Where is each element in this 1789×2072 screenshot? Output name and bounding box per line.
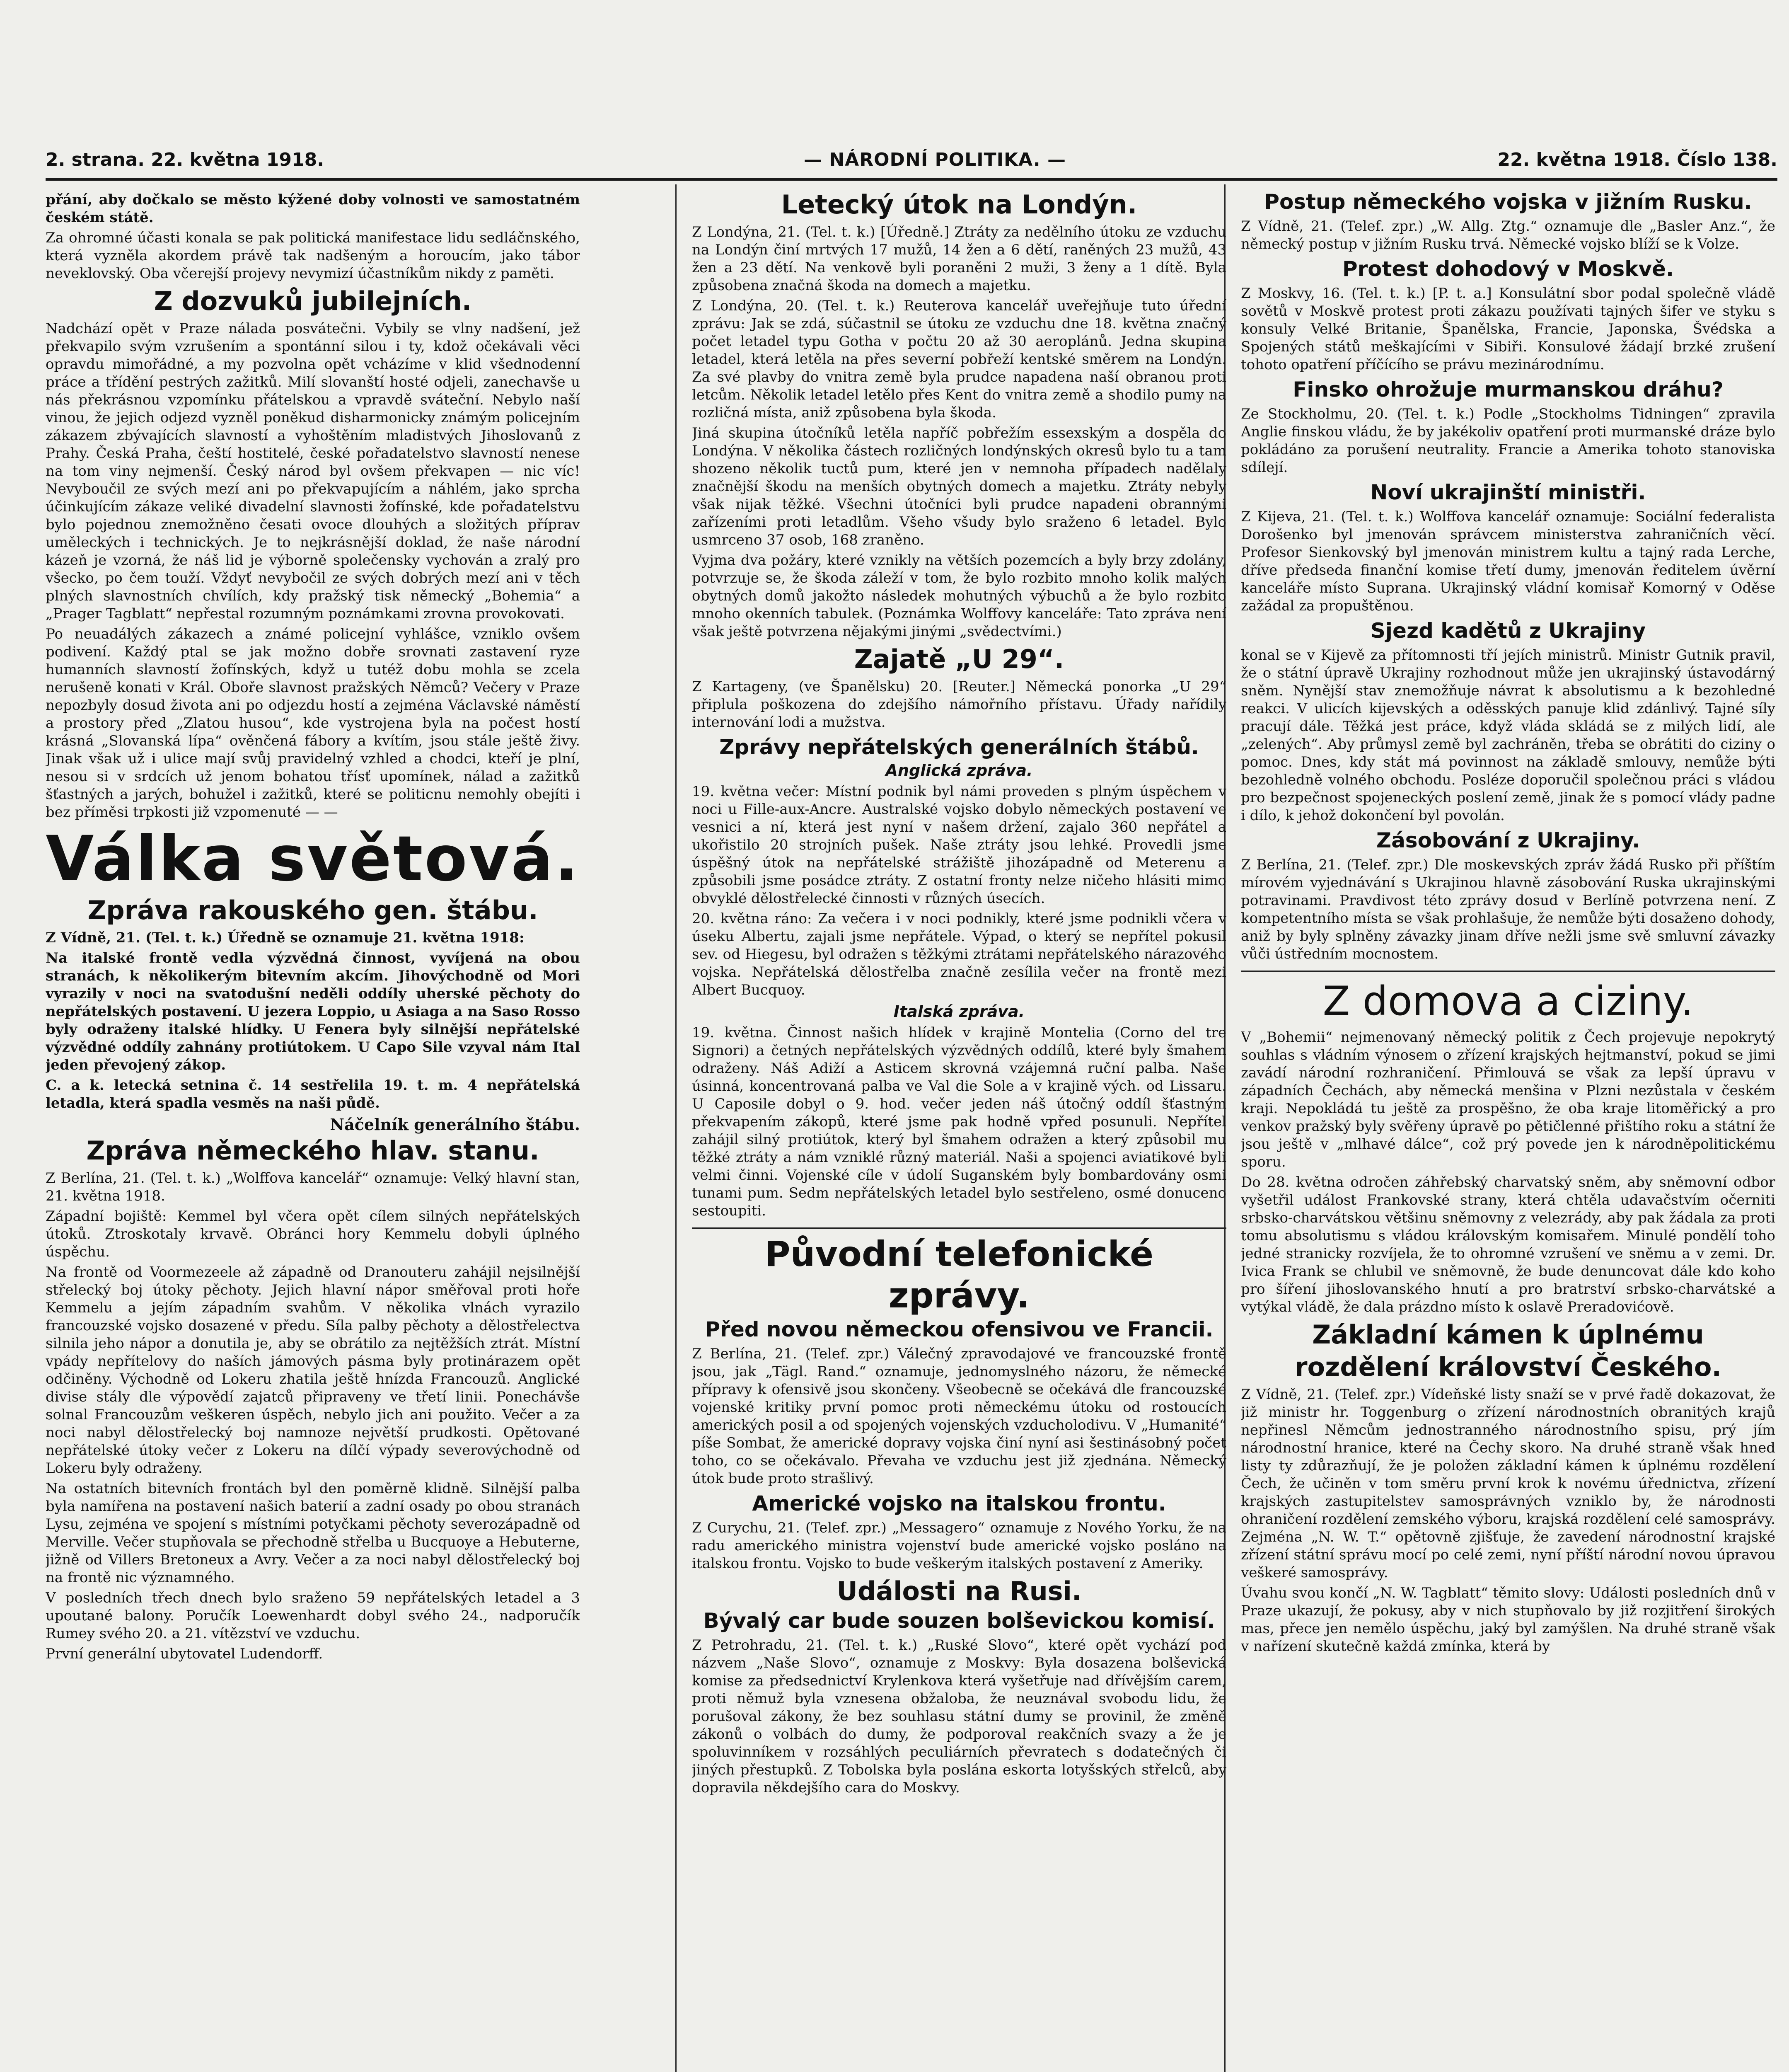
article-paragraph: Z Petrohradu, 21. (Tel. t. k.) „Ruské Slovo“, které opět vychází pod názvem „Naše Slovo“, oznamuje z Moskvy: Byla dosazena bolševická komise za předsednictví Krylenkova která vyšetřuje nad dřívějším carem, proti němuž byla vznesena obžaloba, že neuznával svobodu lidu, že porušoval zákony, že bez souhlasu státní dumy se provinil, že změně zákonů o volbách do dumy, že podporoval reakčních svazy a že je spoluvinníkem v rozsáhlých peculiárních převratech s dodatečných či jiných přestupků. Z Tobolska byla poslána eskorta lotyšských střelců, aby dopravila někdejšího cara do Moskvy.: [692, 1637, 1226, 1796]
headline-cadets-congress: Sjezd kadětů z Ukrajiny: [1370, 619, 1646, 643]
article-paragraph: Z Kijeva, 21. (Tel. t. k.) Wolffova kancelář oznamuje: Sociální federalista Dorošenko byl jmenován správcem ministerstva zahraničních věcí. Profesor Sienkovský byl jmenován ministrem kultu a tajný rada Lerche, dříve předseda finanční komise třetí dumy, jmenován ředitelem úvěrní kanceláře místo Suprana. Ukrajinský vládní komisař Komorný v Oděse zažádal za propuštěnou.: [1241, 508, 1775, 614]
headline-finland: Finsko ohrožuje murmanskou dráhu?: [1293, 378, 1724, 402]
headline-telephone-reports: Původní telefonické zprávy.: [765, 1234, 1153, 1316]
article-paragraph: Z Moskvy, 16. (Tel. t. k.) [P. t. a.] Konsulátní sbor podal společně vládě sovětů v Moskvě protest proti zákazu používati tajných šifer ve styku s konsuly Velké Britanie, Španělska, Francie, Japonska, Švédska a Spojených států meškajícími v Sibiři. Konsulové žádají brzké zrušení tohoto opatření příčícího se právu mezinárodnímu.: [1241, 285, 1775, 373]
article-paragraph: Z Berlína, 21. (Telef. zpr.) Dle moskevských zpráv žádá Rusko při příštím mírovém vyjednávání s Ukrajinou hlavně zásobování Ruska ukrajinskými potravinami. Pravdivost této zprávy dosud v Berlíně potvrzena není. Z kompetentního místa se však prohlašuje, že nemůže býti dosaženo dohody, aniž by byly splněny závazky jinam dříve nežli jsme svě smluvní závazky vůči ústředním mocnostem.: [1241, 857, 1775, 962]
masthead-title: — NÁRODNÍ POLITIKA. —: [804, 149, 1066, 170]
headline-entente-protest: Protest dohodový v Moskvě.: [1342, 257, 1674, 281]
article-paragraph: Do 28. května odročen záhřebský charvatský sněm, aby sněmovní odbor vyšetřil událost Frankovské strany, která chtěla udavačstvím očerniti srbsko-charvátskou většinu sněmovny z velezrády, aby pak žádala za proti tomu absolutismu s vládou královským komisařem. Minulé pondělí toho jedné stranicky rozvíjela, že to ohromné vzrušení ve sněmu a v zemi. Dr. Ivica Frank se chlubil ve sněmovně, že bude denuncovat dále kdo koho pro šíření jihoslovanského hnutí a pro bratrství srbsko-charvátské a vytýkal vládě, že dala prázdno místo k oslavě Preradovićově.: [1241, 1174, 1775, 1315]
article-paragraph: Za ohromné účasti konala se pak politická manifestace lidu sedláčnského, která vyzněla akordem právě tak nadšeným a horoucím, jako tábor neveklovský. Oba včerejší projevy nevymizí účastníkům nikdy z paměti.: [46, 230, 580, 282]
article-paragraph: Západní bojiště: Kemmel byl včera opět cílem silných nepřátelských útoků. Ztroskotaly krvavě. Obránci hory Kemmelu dobyli úplného úspěchu.: [46, 1208, 580, 1260]
article-paragraph: Z Vídně, 21. (Telef. zpr.) Vídeňské listy snaží se v prvé řadě dokazovat, že již ministr hr. Toggenburg o zřízení národnostních obranitých krajů nepřinesl Němcům jednostranného národnostního spisu, prý jím národnostní hranice, které na Čechy skoro. Na druhé straně však hned listy ty zdůrazňují, že je položen základní kámen k úplnému rozdělení Čech, že učiněn v tom směru první krok k novému úřednictva, zřízení krajských zastupitelstev samosprávných vzniklo by, že národnosti ohraničení rozdělení zemského výboru, krajská rozdělení celé samosprávy. Zejména „N. W. T.“ opětovně zjišťuje, že zavedení národnostní krajské zřízení státní správu mocí po celé zemi, nyní příští národní novou úpravou veškeré samosprávy.: [1241, 1386, 1775, 1581]
headline-german-report: Zpráva německého hlav. stanu.: [86, 1135, 539, 1166]
subheading-italian: Italská zpráva.: [893, 1002, 1025, 1021]
article-paragraph: přání, aby dočkalo se město kýžené doby volnosti ve samostatném českém státě.: [46, 191, 580, 226]
section-rule: [1241, 971, 1775, 972]
section-rule: [692, 1227, 1226, 1229]
headline-ukrainian-ministers: Noví ukrajinští ministři.: [1370, 480, 1646, 504]
headline-air-raid: Letecký útok na Londýn.: [781, 189, 1137, 220]
article-paragraph: Ze Stockholmu, 20. (Tel. t. k.) Podle „Stockholms Tidningen“ zpravila Anglie finskou vládu, že by jakékoliv opatření proti murmanské dráze bylo pokládáno za porušení neutrality. Francie a Amerika tohoto stanoviska sdílejí.: [1241, 406, 1775, 476]
headline-dozvuky: Z dozvuků jubilejních.: [154, 286, 472, 316]
column-left: [46, 189, 580, 2072]
article-paragraph: Z Londýna, 20. (Tel. t. k.) Reuterova kancelář uveřejňuje tuto úřední zprávu: Jak se zdá, súčastnil se útoku ze vzduchu dne 18. května značný počet letadel typu Gotha v počtu 20 až 30 aeroplánů. Jedna skupina letadel, která letěla na přes severní pobřeží kentské směrem na Londýn. Za své plavby do vnitra země byla prudce napadena naší obranou proti letcům. Několik letadel letělo přes Kent do vnitra země a shodilo pumy na rozličná místa, aniž způsobena byla škoda.: [692, 298, 1226, 421]
article-paragraph: Z Londýna, 21. (Tel. t. k.) [Úředně.] Ztráty za nedělního útoku ze vzduchu na Londýn činí mrtvých 17 mužů, 14 žen a 6 dětí, raněných 23 mužů, 43 žen a 23 dětí. Na venkově byli poraněni 2 muži, 3 ženy a 1 dítě. Byla způsobena značná škoda na domech a majetku.: [692, 224, 1226, 294]
headline-tsar-trial: Bývalý car bude souzen bolševickou komisí.: [703, 1609, 1215, 1633]
page-header: [46, 149, 1777, 181]
article-paragraph: 19. května večer: Místní podnik byl námi proveden s plným úspěchem v noci u Fille-aux-Ancre. Australské vojsko dobylo německých postavení ve vesnici a ní, která jest nyní v našem držení, zajalo 360 nepřátel a ukořistilo 20 strojních pušek. Naše ztráty jsou lehké. Provedli jsme úspěšný útok na nepřátelské strážiště jihozápadně od Meterenu a způsobili jsme posádce ztráty. Z ostatní fronty nelze ničeho hlásiti mimo obvyklé dělostřelecké činnosti v různých úsecích.: [692, 783, 1226, 907]
article-paragraph: Z Berlína, 21. (Telef. zpr.) Válečný zpravodajové ve francouzské frontě jsou, jak „Tägl. Rand.“ oznamuje, jednomyslného názoru, že německé přípravy k ofensivě jsou skončeny. Všeobecně se očekává dle francouzské vojenské kritiky první pomoc proti německému útoku od rostoucích amerických posil a od spojených vojenských vzducholodivu. V „Humanité“ píše Sombat, že americké dopravy vojska činí nyní asi šestinásobný počet toho, co se očekávalo. Převaha ve vzduchu jest již zjednána. Německý útok bude proto strašlivý.: [692, 1346, 1226, 1487]
article-paragraph: Úvahu svou končí „N. W. Tagblatt“ těmito slovy: Události posledních dnů v Praze ukazují, že pokusy, aby v nich stupňovalo by již rozjitření širokých mas, přece jen nemělo úspěchu, jaký byl zamýšlen. Na druhé straně však v nařízení skutečně každá zmínka, která by: [1241, 1585, 1775, 1655]
signature: Náčelník generálního štábu.: [330, 1115, 580, 1134]
header-date-right: 22. května 1918. Číslo 138.: [1497, 149, 1777, 170]
headline-new-offensive: Před novou německou ofensivou ve Francii.: [705, 1317, 1214, 1341]
column-middle: [692, 189, 1226, 2072]
headline-ukraine-supply: Zásobování z Ukrajiny.: [1376, 828, 1640, 852]
headline-home-abroad: Z domova a ciziny.: [1322, 978, 1694, 1024]
article-paragraph: 19. května. Činnost našich hlídek v krajině Montelia (Corno del tre Signori) a četných nepřátelských výzvědných oddílů, které byly šmahem odraženy. Náš Adiží a Asticem skrovná vzájemná ruční palba. Naše úsinná, koncentrovaná palba ve Val die Sole a v krajině vých. od Lissaru. U Caposile dobyl o 9. hod. večer jeden náš útočný oddíl šťastným překvapením zákopů, které jsme pak hodně vpřed posunuli. Nepřítel zahájil silný protiútok, který byl šmahem odražen a který způsobil mu těžké ztráty a nám vzniklé různý materiál. Naši a spojenci aviatikové byli velmi činni. Vojenské cíle v údolí Suganském byly bombardovány osmi tunami pum. Sedm nepřátelských letadel bylo sestřeleno, osmé donuceno sestoupiti.: [692, 1024, 1226, 1219]
article-paragraph: Z Vídně, 21. (Telef. zpr.) „W. Allg. Ztg.“ oznamuje dle „Basler Anz.“, že německý postup v jižním Rusku trvá. Německé vojsko blíží se k Volze.: [1241, 218, 1775, 252]
headline-cornerstone: Základní kámen k úplnému rozdělení království Českého.: [1294, 1319, 1722, 1382]
headline-enemy-reports: Zprávy nepřátelských generálních štábů.: [719, 735, 1199, 759]
article-paragraph: Z Curychu, 21. (Telef. zpr.) „Messagero“ oznamuje z Nového Yorku, že na radu amerického ministra vojenství bude americké vojsko posláno na italskou frontu. Vojsko to bude veškerým italských postavení z Ameriky.: [692, 1520, 1226, 1572]
article-paragraph: Na italské frontě vedla výzvědná činnost, vyvíjená na obou stranách, k několikerým bitevním akcím. Jihovýchodně od Mori vyrazily v noci na svatodušní neděli oddíly uherské pěchoty do nepřátelských postavení. U jezera Loppio, u Asiaga a na Saso Rosso byly odraženy italské hlídky. U Fenera byly silnější nepřátelské výzvědné oddíly zahnány protiútokem. U Capo Sile vzyval nám Ital jeden převojený zákop.: [46, 950, 580, 1073]
article-paragraph: Z Kartageny, (ve Španělsku) 20. [Reuter.] Německá ponorka „U 29“ připlula poškozena do zdejšího námořního přístavu. Úřady nařídily internování lodi a mužstva.: [692, 678, 1226, 731]
article-paragraph: konal se v Kijevě za přítomnosti tří jejích ministrů. Ministr Gutnik pravil, že o státní úpravě Ukrajiny rozhodnout může jen ukrajinský ústavodárný sněm. Nynější stav znemožňuje návrat k absolutismu a k bezohledné reakci. V ulicích kijevských a oděsských panuje klid zdánlivý. Tajné síly pracují dále. Těžká jest práce, když vláda skládá se z milých lidí, ale „zelených“. Aby průmysl země byl zachráněn, třeba se obrátiti do ciziny o pomoc. Dnes, kdy stát má povinnost na základě smlouvy, nemůže býti bezohledně volného obchodu. Posléze doporučil společnou práci s vládou pro bezpečnost spojeneckých poslení země, jinak že s pomocí vlády padne i dílo, k jehož dokončení byl povolán.: [1241, 647, 1775, 824]
article-paragraph: Z Berlína, 21. (Tel. t. k.) „Wolffova kancelář“ oznamuje: Velký hlavní stan, 21. května 1918.: [46, 1170, 580, 1204]
article-paragraph: Na ostatních bitevních frontách byl den poměrně klidně. Silnější palba byla namířena na postavení našich baterií a zadní osady po obou stranách Lysu, zejména ve spojení s místními potyčkami pěchoty severozápadně od Merville. Večer stupňovala se přechodně střelba u Bucquoye a Hebuterne, jižně od Villers Bretoneux a Avry. Večer a za noci nabyl dělostřelecký boj na frontě nic významného.: [46, 1480, 580, 1586]
article-paragraph: V posledních třech dnech bylo sraženo 59 nepřátelských letadel a 3 upoutané balony. Poručík Loewenhardt dobyl svého 24., nadporučík Rumey svého 20. a 21. vítězství ve vzduchu.: [46, 1590, 580, 1642]
article-paragraph: V „Bohemii“ nejmenovaný německý politik z Čech projevuje nepokrytý souhlas s vládním výnosem o zřízení krajských hejtmanství, pokud se jimi zavádí národní rozhraničení. Přimlouvá se však za lepší úpravu v západních Čechách, aby německá menšina v Plzni nezůstala v českém kraji. Nepokládá tu ještě za prospěšno, že oba kraje litoměřický a pro venkov pražský byly svěřeny úpravě po pětičlenné přištího roku a státní že jsou ještě v „mlhavé dálce“, což prý povede jen k národněpolitickému sporu.: [1241, 1029, 1775, 1170]
article-paragraph: Z Vídně, 21. (Tel. t. k.) Úředně se oznamuje 21. května 1918:: [46, 929, 525, 946]
column-divider: [675, 184, 677, 2072]
subheading-english: Anglická zpráva.: [885, 761, 1033, 779]
headline-american-army: Americké vojsko na italskou frontu.: [752, 1491, 1166, 1515]
headline-u29: Zajatě „U 29“.: [854, 644, 1064, 674]
column-right: [1241, 189, 1775, 2072]
headline-austrian-report: Zpráva rakouského gen. štábu.: [87, 895, 538, 925]
headline-south-russia: Postup německého vojska v jižním Rusku.: [1264, 190, 1752, 214]
article-paragraph: 20. května ráno: Za večera i v noci podnikly, které jsme podnikli včera v úseku Albertu, zajali jsme nepřátele. Výpad, o který se nepřítel pokusil sev. od Hiegesu, byl odražen s těžkými ztrátami nepřátelského nárazového vojska. Nepřátelská dělostřelba značně zesílila večer na frontě mezi Albert Bucquoy.: [692, 910, 1226, 998]
article-paragraph: Vyjma dva požáry, které vznikly na větších pozemcích a byly brzy zdolány, potvrzuje se, že škoda záleží v tom, že bylo rozbito mnoho kolik malých obytných domů jakožto následek mohutných výbuchů a že bylo rozbito mnoho okenních tabulek. (Poznámka Wolffovy kanceláře: Tato zpráva není však ještě potvrzena nějakými jinými „svědectvími.): [692, 552, 1226, 640]
article-paragraph: Jiná skupina útočníků letěla napříč pobřežím essexským a dospěla do Londýna. V několika částech rozličných londýnských okresů bylo tu a tam shozeno několik tuctů pum, které jen v nemnoha případech nadělaly značnější škodu na menších obytných domech a majetku. Ztráty nebyly však nijak těžké. Všechni útočníci byli prudce napadeni obrannými zařízeními proti letadlům. Všeho všudy bylo sraženo 6 letadel. Bylo usmrceno 37 osob, 168 zraněno.: [692, 425, 1226, 548]
headline-russia-events: Události na Rusi.: [836, 1576, 1082, 1606]
article-paragraph: Po neuadálých zákazech a známé policejní vyhlášce, vzniklo ovšem podivení. Každý ptal se jak možno dobře srovnati zastavení ryze humanních slavností žofínských, když u tutéž dobu mohla se zcela nerušeně konati v Král. Oboře slavnost pražských Němců? Večery v Praze nepozbyly dosud života ani po odjezdu hostí a zejména Václavské náměstí a prostory před „Zlatou husou“, kde vystrojena byla na počest hostí krásná „Slovanská lípa“ ověnčená fábory a kvítím, jsou stále ještě živy. Jinak však už i ulice mají svůj pravidelný vzhled a chodci, kteří je plní, nesou si v srdcích už jenom bohatou třísť upomínek, nálad a zažitků šťastných a jarých, bohužel i zažitků, které se politicnu nemohly obejíti i bez příměsi trpkosti již vzpomenuté — —: [46, 626, 580, 821]
headline-war: Válka světová.: [46, 823, 580, 895]
article-paragraph: C. a k. letecká setnina č. 14 sestřelila 19. t. m. 4 nepřátelská letadla, která spadla vesměs na naši půdě.: [46, 1077, 580, 1111]
article-paragraph: Na frontě od Voormezeele až západně od Dranouteru zahájil nejsilnější střelecký boj útoky pěchoty. Jejich hlavní nápor směřoval proti hoře Kemmelu a jejím západním svahům. V několika vlnách vyrazilo francouzské vojsko dosazené v předu. Síla palby pěchoty a dělostřelectva silnila jeho nápor a donutila je, aby se obrátilo za nejtěžších ztrát. Místní vpády nepřítelovy do naších jámových pásma byly protinárazem opět odčiněny. Východně od Lokeru zhatila ještě hnízda Francouzů. Anglické divise stály dle výpovědí zajatců připraveny ve třetí linii. Ponechávše solnal Francouzům veškeren úspěch, nebylo jich ani použito. Večer a za noci nabyl dělostřelecký boj namnoze největší prudkosti. Opětované nepřátelské útoky večer z Lokeru na dílčí výpady severovýchodně od Lokeru byly odraženy.: [46, 1264, 580, 1477]
header-date-left: 2. strana. 22. května 1918.: [46, 149, 324, 170]
article-paragraph: První generální ubytovatel Ludendorff.: [46, 1646, 323, 1662]
article-paragraph: Nadchází opět v Praze nálada posvátečni. Vybily se vlny nadšení, jež překvapilo svým vzrušením a spontánní silou i ty, kdož očekávali věci opravdu mimořádné, a my pozvolna opět vcházíme v klid všednodenní práce a třídění pestrých zažitků. Milí slovanští hosté odjeli, zanechavše u nás překrásnou vzpomínku přátelskou a vpravdě sváteční. Nebylo naší vinou, že jejich odjezd vyzněl poněkud disharmonicky známým policejním zákazem zbývajících slavností a vyhoštěním mladistvých Jihoslovanů z Prahy. Česká Praha, čeští hostitelé, české pořadatelstvo slavností nenese na tom viny nejmenší. Český národ byl ovšem překvapen — nic víc! Nevyboučil ze svých mezí ani po překvapujícím a náhlém, jako sprcha účinkujícím zákaze veliké divadelní slavnosti žofínské, kde pořadatelstvu bylo pojednou znemožněno česati ovoce dlouhých a složitých příprav uměleckých i technických. Je to nejkrásnější doklad, že naše národní kázeň je vzorná, že náš lid je výborně společensky vychován a zralý pro všecko, po čem touží. Vždyť nevybočil ze svých dobrých mezí ani v těch plných slavnostních chvílích, kdy pražský tisk německý „Bohemia“ a „Prager Tagblatt“ nepřestal rozumným poznámkami zrovna provokovati.: [46, 320, 580, 622]
